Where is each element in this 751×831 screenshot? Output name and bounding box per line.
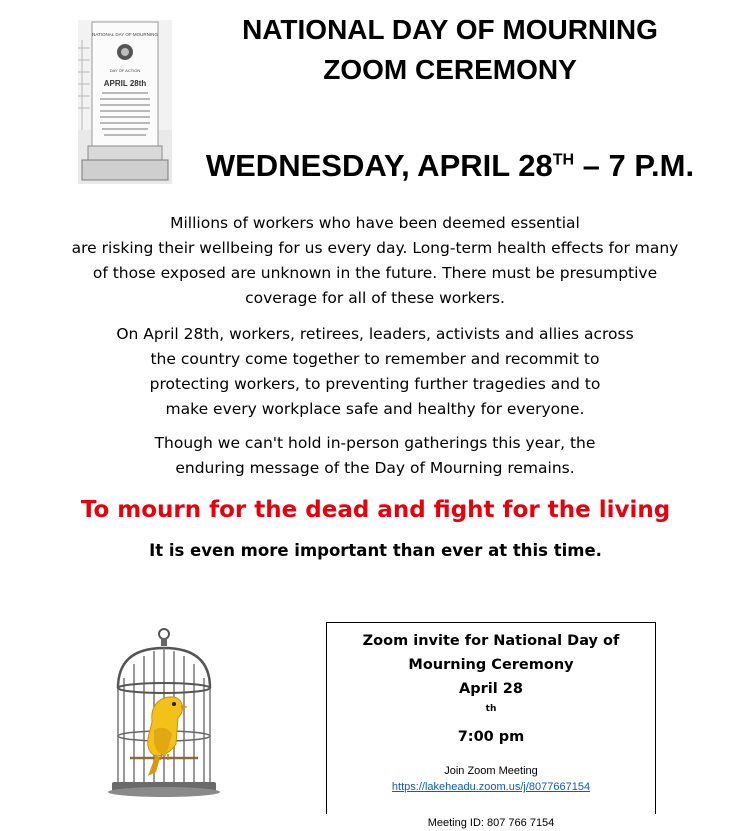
slogan: To mourn for the dead and fight for the living xyxy=(80,497,671,523)
paragraph2-line: make every workplace safe and healthy for everyone. xyxy=(165,400,585,418)
event-date xyxy=(190,146,710,186)
event-date-sup: TH xyxy=(552,151,575,169)
zoom-date-suffix: 7:00 pm xyxy=(457,729,525,745)
paragraph1-line: Millions of workers who have been deemed essential xyxy=(170,214,580,232)
birdcage-canary-image xyxy=(104,626,224,798)
canary-icon xyxy=(148,697,188,776)
title-line-2: ZOOM CEREMONY xyxy=(323,54,577,85)
paragraph2-line: On April 28th, workers, retirees, leaders, activists and allies across xyxy=(116,325,634,343)
paragraph2-line: the country come together to remember and recommit to xyxy=(150,350,600,368)
zoom-invite-box xyxy=(326,622,656,829)
zoom-heading-line-2: Mourning Ceremony xyxy=(408,657,574,673)
paragraph-gatherings xyxy=(40,431,710,481)
zoom-join-label: Join Zoom Meeting xyxy=(444,765,538,777)
paragraph1-line: of those exposed are unknown in the future. There must be presumptive xyxy=(92,264,658,282)
zoom-meeting-id: Meeting ID: 807 766 7154 xyxy=(427,817,555,829)
event-date-suffix: – 7 P.M. xyxy=(574,148,695,183)
paragraph-april-28 xyxy=(40,322,710,422)
zoom-meeting-link[interactable]: https://lakeheadu.zoom.us/j/8077667154 xyxy=(391,781,591,793)
monument-date: APRIL 28th xyxy=(103,79,147,88)
paragraph-essential-workers xyxy=(40,211,710,311)
title-line-1: NATIONAL DAY OF MOURNING xyxy=(242,14,658,45)
page-title xyxy=(190,10,710,90)
important-text: It is even more important than ever at this time xyxy=(149,541,596,560)
paragraph1-line: coverage for all of these workers. xyxy=(245,289,505,307)
paragraph1-line: are risking their wellbeing for us every day. Long-term health effects for many xyxy=(71,239,679,257)
monument-inscription: NATIONAL DAY OF MOURNING xyxy=(92,32,158,37)
zoom-date-sup: th xyxy=(485,704,497,715)
monument-photo xyxy=(78,20,172,184)
important-period: . xyxy=(595,541,602,560)
important-note xyxy=(20,537,731,565)
zoom-heading-line-1: Zoom invite for National Day of xyxy=(362,633,620,649)
paragraph3-line: enduring message of the Day of Mourning remains. xyxy=(175,459,575,477)
paragraph2-line: protecting workers, to preventing further tragedies and to xyxy=(149,375,601,393)
event-date-prefix: WEDNESDAY, APRIL 28 xyxy=(205,148,553,183)
zoom-date xyxy=(327,677,655,749)
monument-day-of-action: DAY OF ACTION xyxy=(109,68,141,73)
paragraph3-line: Though we can't hold in-person gatherings this year, the xyxy=(154,434,596,452)
zoom-date-prefix: April 28 xyxy=(459,681,523,697)
zoom-heading xyxy=(327,629,655,749)
